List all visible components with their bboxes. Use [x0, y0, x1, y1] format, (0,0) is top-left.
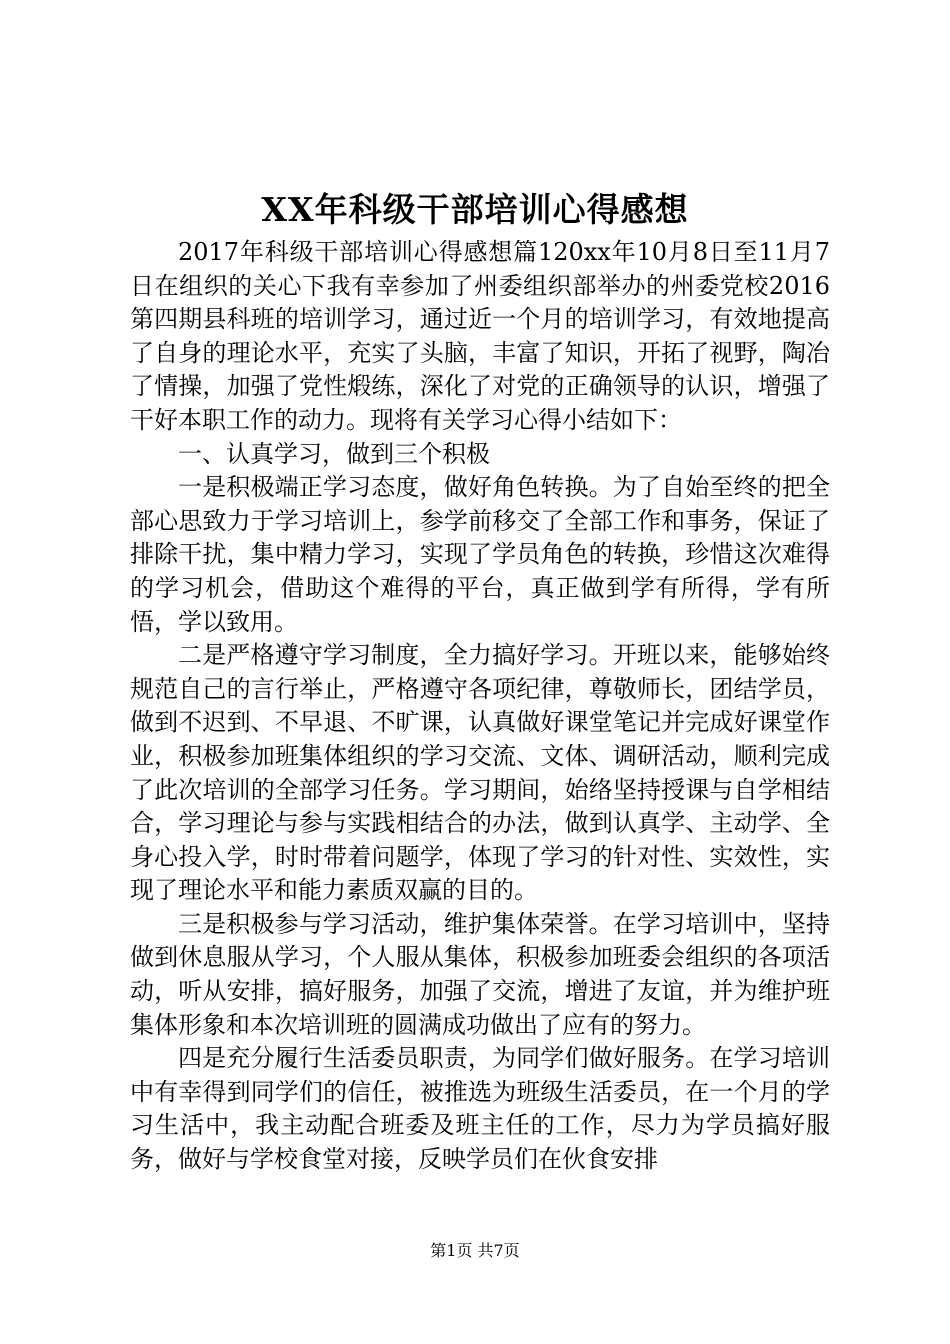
paragraph-point-4: 四是充分履行生活委员职责，为同学们做好服务。在学习培训中有幸得到同学们的信任，被推选为班级生活委员，在一个月的学习生活中，我主动配合班委及班主任的工作，尽力为学员搞好服务，做好与学校食堂对接，反映学员们在伙食安排: [130, 1044, 830, 1174]
paragraph-intro: 2017年科级干部培训心得感想篇120xx年10月8日至11月7日在组织的关心下我有幸参加了州委组织部举办的州委党校2016第四期县科班的培训学习，通过近一个月的培训学习，有效地提高了自身的理论水平，充实了头脑，丰富了知识，开拓了视野，陶冶了情操，加强了党性煅练，深化了对党的正确领导的认识，增强了干好本职工作的动力。现将有关学习心得小结如下：: [130, 238, 830, 434]
paragraph-point-1: 一是积极端正学习态度，做好角色转换。为了自始至终的把全部心思致力于学习培训上，参学前移交了全部工作和事务，保证了排除干扰，集中精力学习，实现了学员角色的转换，珍惜这次难得的学习机会，借助这个难得的平台，真正做到学有所得，学有所悟，学以致用。: [130, 473, 830, 636]
section-heading-1: 一、认真学习，做到三个积极: [178, 439, 490, 468]
paragraph-point-3: 三是积极参与学习活动，维护集体荣誉。在学习培训中，坚持做到休息服从学习，个人服从集体，积极参加班委会组织的各项活动，听从安排，搞好服务，加强了交流，增进了友谊，并为维护班集体形象和本次培训班的圆满成功做出了应有的努力。: [130, 909, 830, 1039]
paragraph-point-2: 二是严格遵守学习制度，全力搞好学习。开班以来，能够始终规范自己的言行举止，严格遵守各项纪律，尊敬师长，团结学员，做到不迟到、不早退、不旷课，认真做好课堂笔记并完成好课堂作业，积极参加班集体组织的学习交流、文体、调研活动，顺利完成了此次培训的全部学习任务。学习期间，始络坚持授课与自学相结合，学习理论与参与实践相结合的办法，做到认真学、主动学、全身心投入学，时时带着问题学，体现了学习的针对性、实效性，实现了理论水平和能力素质双赢的目的。: [130, 641, 830, 905]
document-body: [130, 236, 830, 1177]
page-footer: 第1页 共7页: [430, 1241, 520, 1260]
document-title: XX年科级干部培训心得感想: [261, 190, 689, 229]
